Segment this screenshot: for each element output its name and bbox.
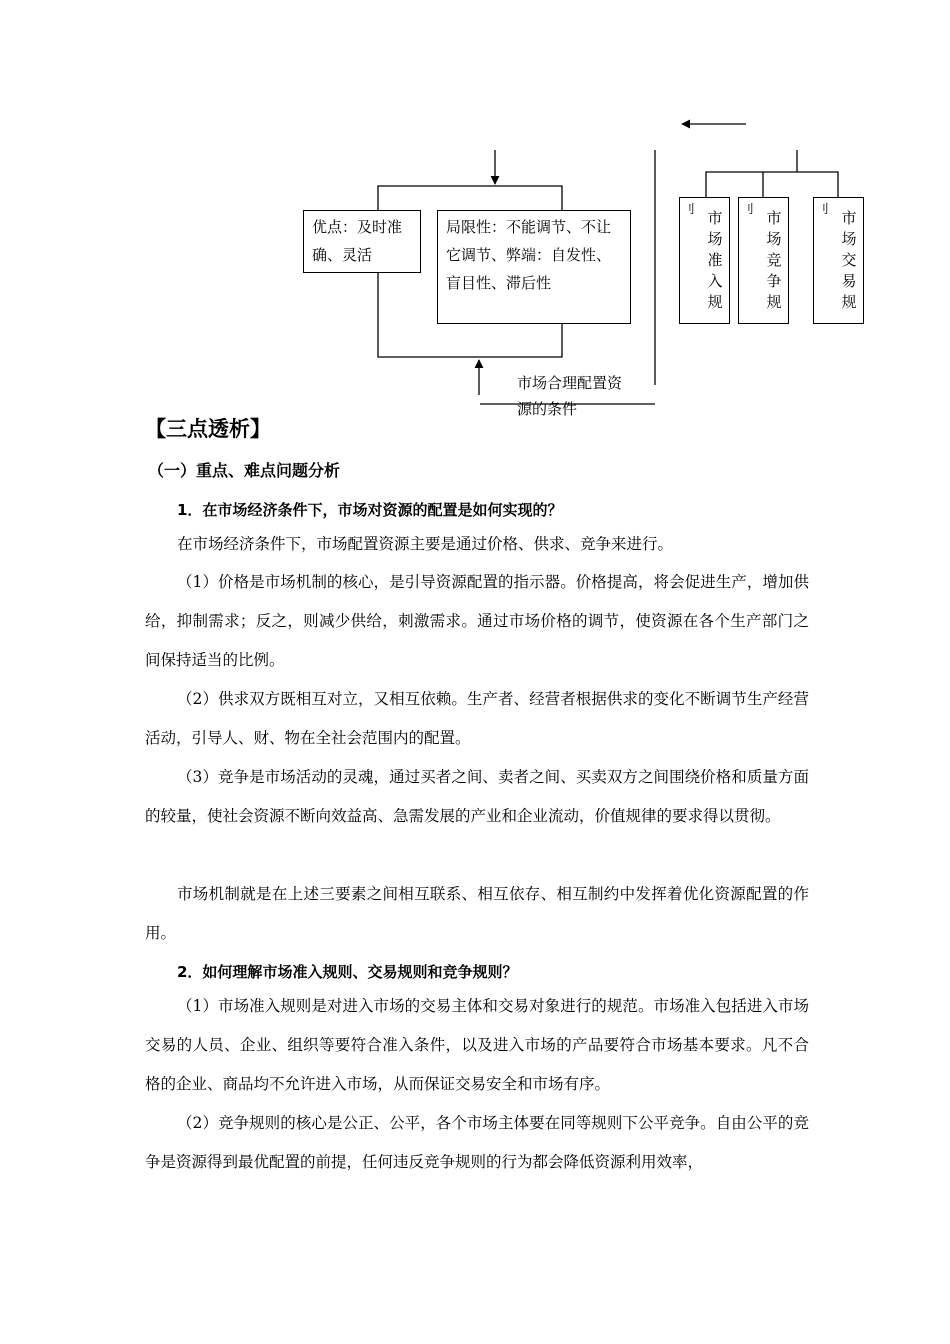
limitation-text: 局限性：不能调节、不让它调节、弊端：自发性、盲目性、滞后性 bbox=[446, 218, 612, 292]
paragraph: （3）竞争是市场活动的灵魂，通过买者之间、卖者之间、买卖双方之间围绕价格和质量方面的较量，使社会资源不断向效益高、急需发展的产业和企业流动，价值规律的要求得以贯彻。 bbox=[145, 768, 809, 825]
rule-box-competition bbox=[738, 197, 789, 324]
question-1-title: 1．在市场经济条件下，市场对资源的配置是如何实现的？ bbox=[177, 501, 563, 519]
advantage-text: 优点：及时准确、灵活 bbox=[312, 218, 403, 264]
paragraph: （1）市场准入规则是对进入市场的交易主体和交易对象进行的规范。市场准入包括进入市场交易的人员、企业、组织等要符合准入条件，以及进入市场的产品要符合市场基本要求。凡不合格的企业、商品均不允许进入市场，从而保证交易安全和市场有序。 bbox=[145, 997, 809, 1093]
question-2-title: 2．如何理解市场准入规则、交易规则和竞争规则？ bbox=[177, 963, 518, 981]
rule-box-mark: 刂 bbox=[683, 202, 696, 216]
section-title: 【三点透析】 bbox=[145, 417, 271, 441]
paragraph: （1）价格是市场机制的核心，是引导资源配置的指示器。价格提高，将会促进生产，增加供给，抑制需求；反之，则减少供给，刺激需求。通过市场价格的调节，使资源在各个生产部门之间保持适当的比例。 bbox=[145, 573, 809, 669]
rule-box-entry bbox=[679, 197, 730, 324]
market-mechanism-diagram bbox=[0, 0, 950, 420]
rule-box-trade bbox=[813, 197, 864, 324]
rule-box-text: 市场交易规 bbox=[841, 209, 857, 311]
paragraph: 市场机制就是在上述三要素之间相互联系、相互依存、相互制约中发挥着优化资源配置的作用。 bbox=[145, 885, 809, 942]
subsection-title: （一）重点、难点问题分析 bbox=[148, 461, 341, 480]
condition-label: 市场合理配置资源的条件 bbox=[517, 374, 623, 418]
paragraph: （2）供求双方既相互对立，又相互依赖。生产者、经营者根据供求的变化不断调节生产经营活动，引导人、财、物在全社会范围内的配置。 bbox=[145, 690, 809, 747]
advantage-box bbox=[303, 210, 421, 273]
top-bracket bbox=[378, 186, 562, 210]
rule-box-text: 市场竞争规 bbox=[766, 209, 782, 311]
rule-box-mark: 刂 bbox=[742, 202, 755, 216]
rule-box-mark: 刂 bbox=[817, 202, 830, 216]
tree-bracket bbox=[706, 172, 838, 197]
paragraph: 在市场经济条件下，市场配置资源主要是通过价格、供求、竞争来进行。 bbox=[177, 535, 674, 553]
rule-box-text: 市场准入规 bbox=[707, 209, 723, 311]
paragraph: （2）竞争规则的核心是公正、公平，各个市场主体要在同等规则下公平竞争。自由公平的竞争是资源得到最优配置的前提，任何违反竞争规则的行为都会降低资源利用效率， bbox=[145, 1114, 809, 1171]
limitation-box bbox=[437, 210, 631, 324]
